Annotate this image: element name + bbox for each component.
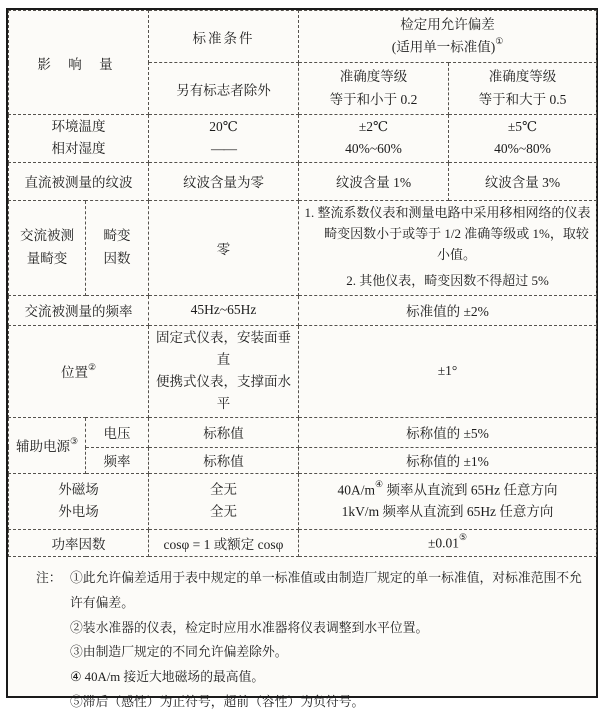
cell-power-factor-label [9, 529, 149, 556]
cell-temp-humidity-tol-small [299, 115, 449, 163]
row-external-fields [9, 473, 597, 529]
voltage-standard: 标称值 [203, 426, 244, 442]
accuracy-class-large-line2: 等于和大于 0.5 [478, 91, 567, 107]
aux-power-label: 辅助电源 [15, 439, 70, 455]
position-label: 位置 [60, 365, 88, 381]
ac-frequency-label: 交流被测量的频率 [24, 304, 133, 320]
cell-ac-distortion-standard [149, 200, 299, 295]
magnetic-field-standard: 全无 [210, 481, 237, 497]
row-ac-frequency [9, 295, 597, 325]
accuracy-class-small-line1: 准确度等级 [339, 69, 408, 85]
cell-ac-frequency-standard [149, 295, 299, 325]
humidity-tol-small: 40%~60% [345, 141, 402, 157]
row-power-factor [9, 529, 597, 556]
header-influence-quantity [9, 11, 149, 115]
voltage-tolerance: 标称值的 ±5% [406, 426, 489, 442]
distortion-tolerance-item-2: 2. 其他仪表，畸变因数不得超过 5% [346, 272, 549, 288]
cell-voltage-label [86, 417, 149, 447]
magnetic-field-value: 40A/m [337, 482, 376, 498]
cell-ac-frequency-label [9, 295, 149, 325]
position-tolerance: ±1° [437, 363, 458, 379]
cell-temp-humidity-tol-large [449, 115, 597, 163]
dc-ripple-label: 直流被测量的纹波 [24, 175, 133, 191]
ac-frequency-standard: 45Hz~65Hz [190, 302, 257, 318]
cell-temp-humidity-standard [149, 115, 299, 163]
cell-ac-distortion-tolerance [299, 200, 597, 295]
cell-external-fields-tolerance [299, 473, 597, 529]
cell-position-standard [149, 325, 299, 417]
cell-distortion-factor-label [86, 200, 149, 295]
cell-voltage-tolerance [299, 417, 597, 447]
relative-humidity-label: 相对湿度 [51, 141, 106, 157]
note-ref-4: ④ [375, 478, 384, 489]
cell-aux-power-label [9, 417, 86, 473]
power-factor-standard: cosφ = 1 或额定 cosφ [163, 536, 284, 552]
note-item-1-row [36, 566, 584, 616]
verification-tolerance-subtitle [302, 36, 593, 59]
cell-ac-frequency-tolerance [299, 295, 597, 325]
magnetic-field-direction: 频率从直流到 65Hz 任意方向 [386, 482, 558, 498]
row-aux-power-frequency [9, 447, 597, 473]
row-position [9, 325, 597, 417]
row-dc-ripple [9, 162, 597, 200]
row-ac-distortion [9, 200, 597, 295]
dc-ripple-tol-small: 纹波含量 1% [335, 175, 412, 191]
row-temp-humidity [9, 115, 597, 163]
cell-dc-ripple-tol-large [449, 162, 597, 200]
distortion-factor-line2: 因数 [103, 250, 131, 266]
electric-field-standard: 全无 [210, 504, 237, 520]
note-ref-5: ⑤ [458, 531, 468, 542]
verification-tolerance-table [8, 10, 597, 557]
dc-ripple-tol-large: 纹波含量 3% [484, 175, 561, 191]
ac-distortion-label-line2: 量畸变 [26, 250, 68, 266]
standard-condition-label: 标准条件 [192, 30, 255, 46]
electric-field-tolerance: 1kV/m 频率从直流到 65Hz 任意方向 [341, 504, 554, 520]
power-factor-label: 功率因数 [51, 536, 106, 552]
influence-quantity-label: 影 响 量 [37, 56, 120, 72]
position-standard-line2: 便携式仪表，支撑面水平 [156, 374, 291, 412]
position-standard-line1: 固定式仪表，安装面垂直 [156, 329, 291, 367]
aux-frequency-label: 频率 [103, 454, 131, 470]
note-item-1: ①此允许偏差适用于表中规定的单一标准值或由制造厂规定的单一标准值，对标准范围不允许有偏差。 [70, 570, 582, 610]
verification-tolerance-title: 检定用允许偏差 [400, 16, 495, 32]
notes-section [8, 557, 596, 710]
note-item-4: ④ 40A/m 接近大地磁场的最高值。 [70, 670, 265, 685]
distortion-tolerance-item-1: 1. 整流系数仪表和测量电路中采用移相网络的仪表畸变因数小于或等于 1/2 准确等级或 1%，取较小值。 [304, 205, 591, 263]
note-ref-2: ② [87, 361, 97, 372]
cell-external-fields-label [9, 473, 149, 529]
temperature-tol-small: ±2℃ [358, 119, 389, 134]
cell-aux-frequency-label [86, 447, 149, 473]
note-item-5: ⑤滞后（感性）为正符号，超前（容性）为负符号。 [70, 695, 365, 710]
cell-dc-ripple-label [9, 162, 149, 200]
humidity-tol-large: 40%~80% [494, 141, 551, 157]
notes-label: 注： [36, 570, 62, 585]
ac-frequency-tolerance: 标准值的 ±2% [406, 304, 489, 320]
cell-aux-frequency-standard [149, 447, 299, 473]
cell-position-label [9, 325, 149, 417]
note-item-2: ②装水准器的仪表，检定时应用水准器将仪表调整到水平位置。 [70, 620, 429, 635]
accuracy-class-large-line1: 准确度等级 [488, 69, 557, 85]
cell-power-factor-tolerance [299, 529, 597, 556]
power-factor-tolerance: ±0.01 [427, 535, 459, 551]
row-aux-power-voltage [9, 417, 597, 447]
temperature-tol-large: ±5℃ [507, 119, 538, 134]
ac-distortion-standard: 零 [216, 241, 231, 257]
header-verification-tolerance [299, 11, 597, 63]
voltage-label: 电压 [103, 426, 131, 442]
cell-dc-ripple-standard [149, 162, 299, 200]
header-accuracy-class-small [299, 63, 449, 115]
header-row-1 [9, 11, 597, 63]
standard-exception-label: 另有标志者除外 [176, 82, 271, 98]
cell-aux-frequency-tolerance [299, 447, 597, 473]
tolerance-subtitle-text: (适用单一标准值) [391, 39, 496, 55]
header-standard-condition [149, 11, 299, 63]
dc-ripple-standard: 纹波含量为零 [183, 175, 264, 191]
humidity-standard-dash: —— [211, 141, 236, 157]
note-item-3: ③由制造厂规定的不同允许偏差除外。 [70, 645, 288, 660]
note-ref-3: ③ [69, 435, 79, 446]
header-standard-exception [149, 63, 299, 115]
cell-temp-humidity-label [9, 115, 149, 163]
cell-dc-ripple-tol-small [299, 162, 449, 200]
magnetic-field-tolerance [302, 479, 593, 502]
external-magnetic-field-label: 外磁场 [58, 481, 99, 497]
ac-distortion-label-line1: 交流被测 [20, 228, 74, 244]
accuracy-class-small-line2: 等于和小于 0.2 [329, 91, 418, 107]
header-accuracy-class-large [449, 63, 597, 115]
cell-ac-distortion-label [9, 200, 86, 295]
distortion-factor-line1: 畸变 [103, 228, 131, 244]
aux-frequency-tolerance: 标称值的 ±1% [406, 454, 489, 470]
cell-voltage-standard [149, 417, 299, 447]
cell-power-factor-standard [149, 529, 299, 556]
ambient-temperature-label: 环境温度 [51, 119, 106, 134]
cell-position-tolerance [299, 325, 597, 417]
temperature-standard-value: 20℃ [209, 119, 238, 134]
note-ref-1: ① [495, 36, 504, 47]
scanned-standards-table-page [6, 8, 598, 710]
external-electric-field-label: 外电场 [58, 504, 99, 520]
cell-external-fields-standard [149, 473, 299, 529]
aux-frequency-standard: 标称值 [203, 454, 244, 470]
